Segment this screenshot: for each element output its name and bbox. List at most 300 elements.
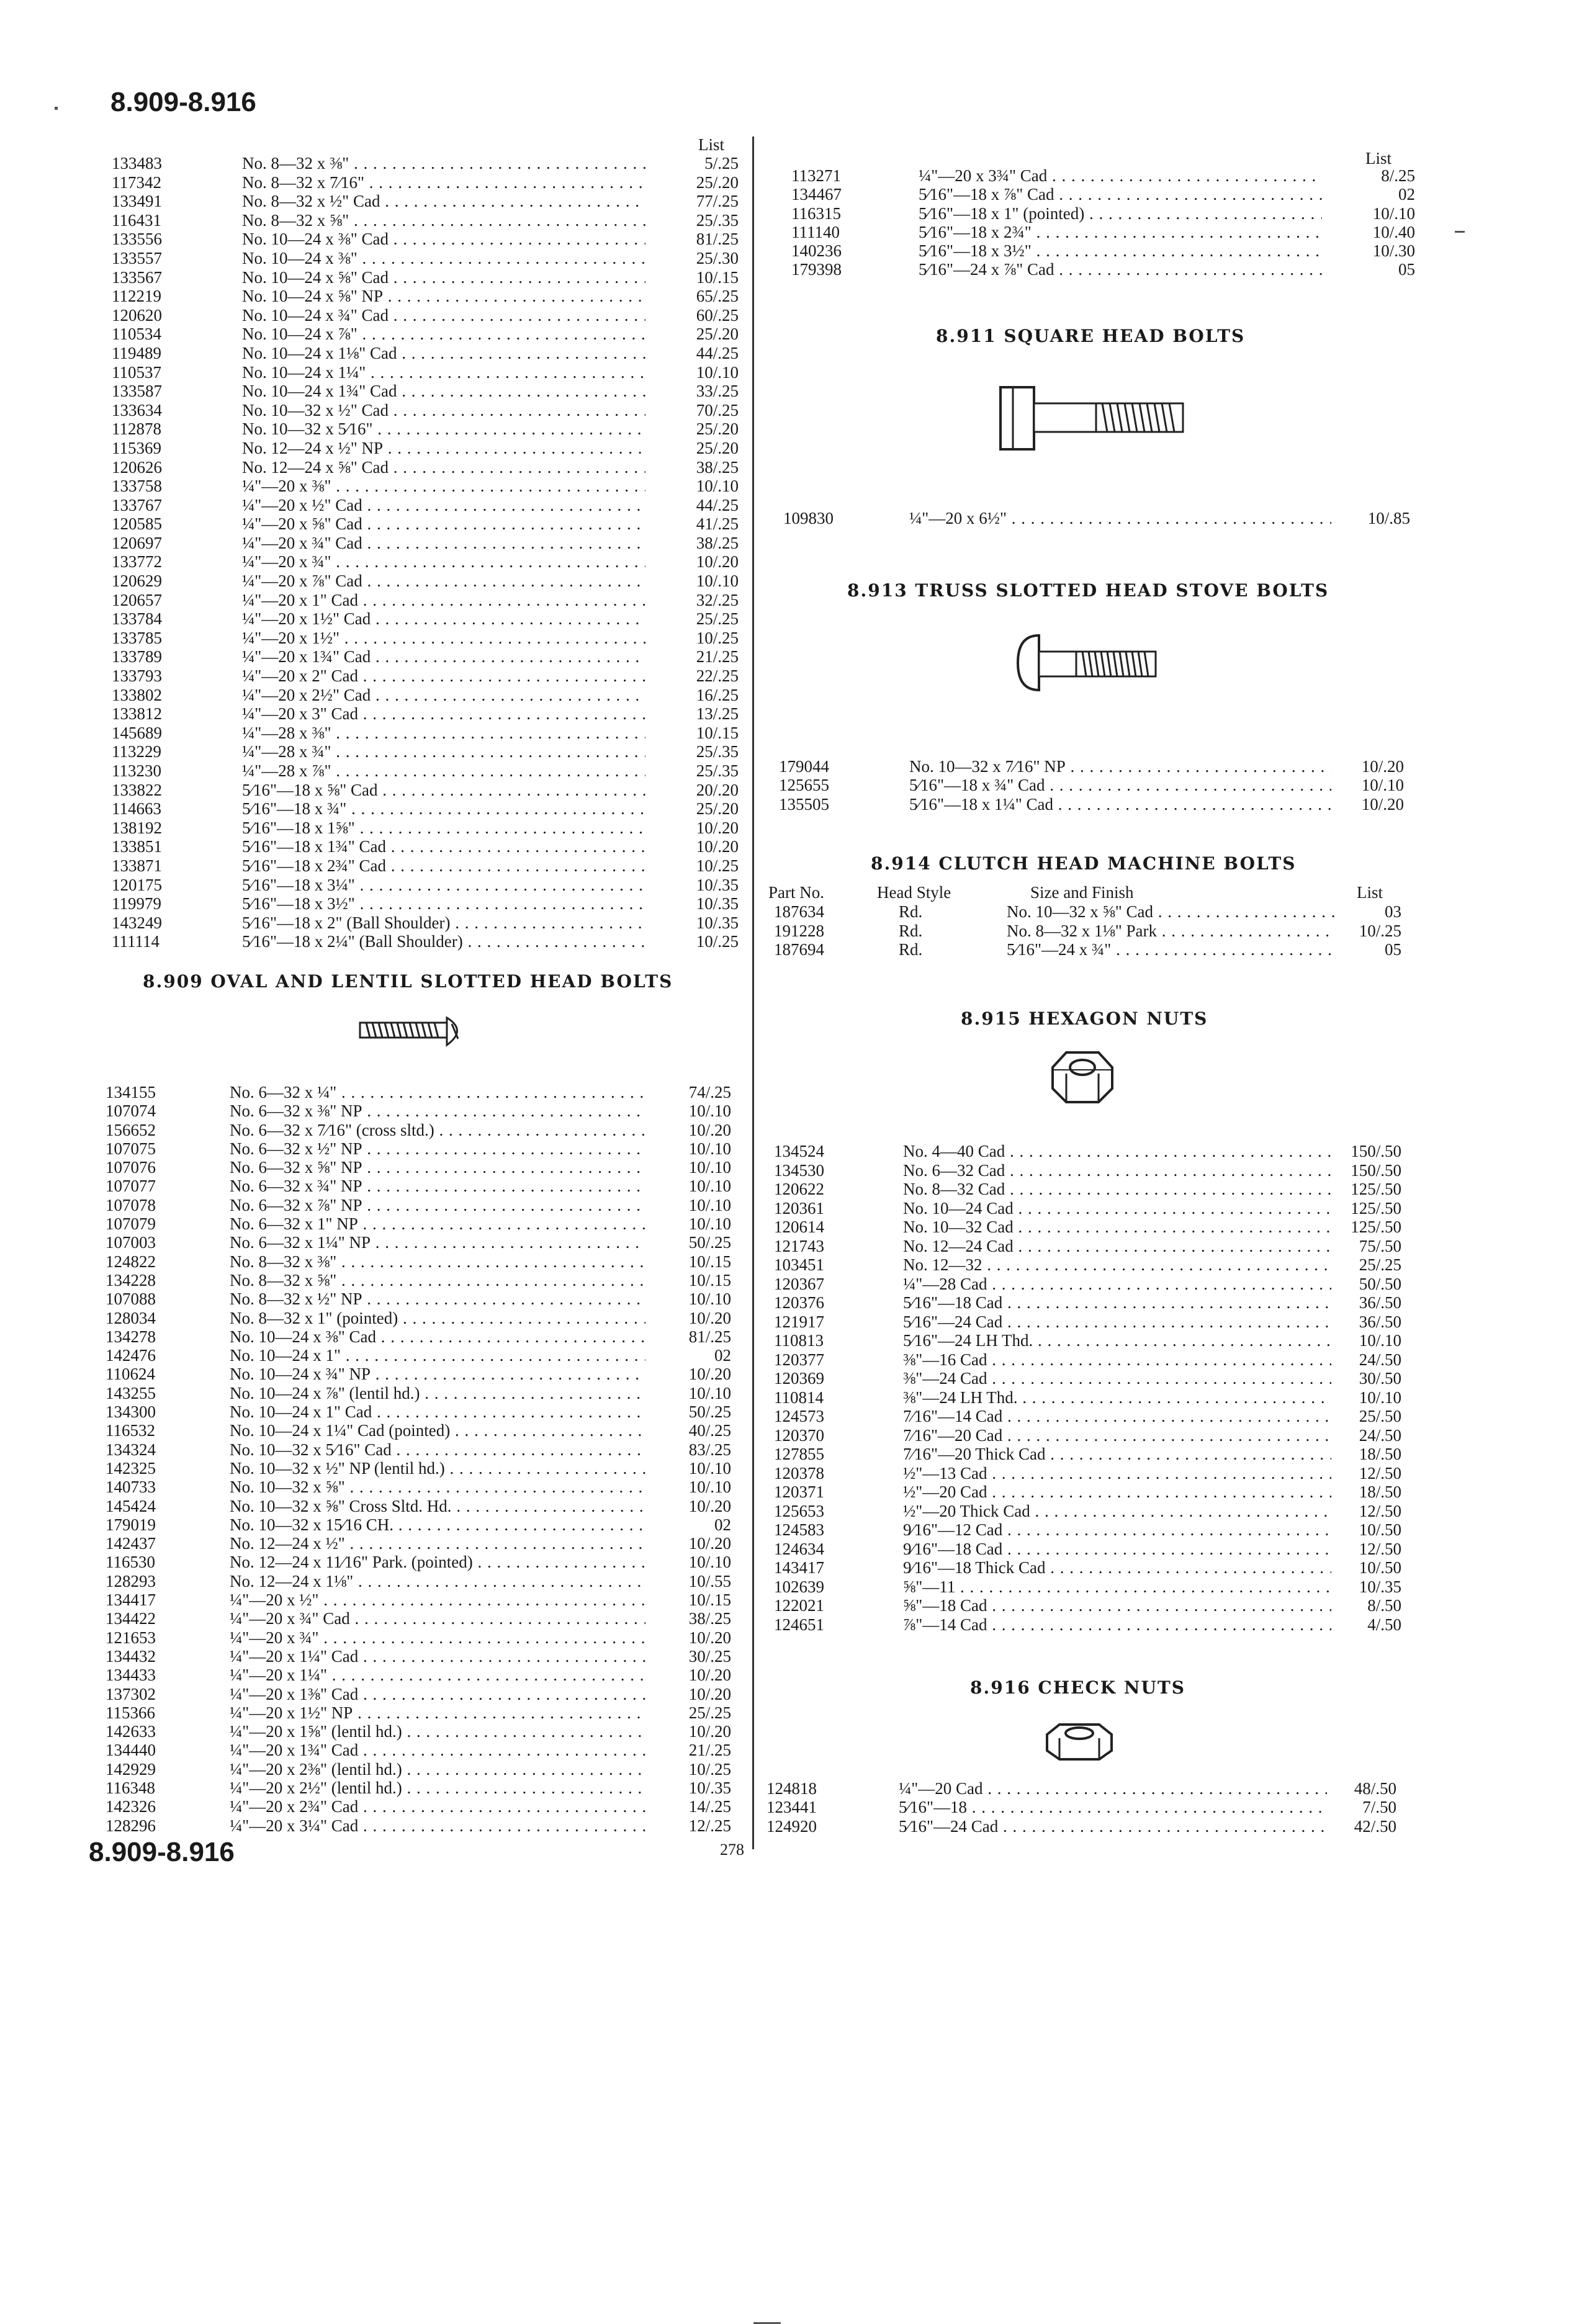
size-description: No. 10—32 x ½" NP (lentil hd.) . . . <box>230 1459 645 1478</box>
list-price: 42/.50 <box>1354 1816 1396 1836</box>
size-description: ¼"—20 x 6½" . . . <box>909 509 1331 528</box>
size-description: No. 12—24 x ½" . . . <box>230 1534 645 1553</box>
list-item <box>0 363 745 382</box>
list-item <box>0 1350 1490 1370</box>
part-number: 120361 <box>774 1198 824 1218</box>
part-number: 133851 <box>112 837 162 856</box>
size-description: 5⁄16"—18 x 1¼" Cad . . . <box>909 795 1331 814</box>
clutch-head-bolt-list <box>0 902 1490 959</box>
size-description: No. 8—32 x ½" Cad . . . <box>242 192 645 211</box>
size-description: No. 6—32 x ⅝" NP . . . <box>230 1158 645 1177</box>
part-number: 133634 <box>112 400 162 419</box>
size-description: No. 10—32 x ⅝" Cross Sltd. Hd. . . . <box>230 1497 645 1516</box>
size-description: 5⁄16"—18 x 1¾" Cad . . . <box>242 837 645 856</box>
part-number: 134155 <box>106 1083 156 1101</box>
list-item <box>0 591 745 610</box>
part-number: 120585 <box>112 514 162 534</box>
list-price: 25/.20 <box>696 325 739 344</box>
list-item <box>0 1101 745 1120</box>
list-price: 44/.25 <box>696 343 739 362</box>
column-size-finish: Size and Finish <box>1030 883 1134 902</box>
list-price: 74/.25 <box>688 1083 731 1101</box>
part-number: 107003 <box>106 1233 156 1252</box>
list-price: 10/.25 <box>696 932 739 951</box>
list-price: 25/.20 <box>696 438 739 457</box>
list-price: 25/.25 <box>696 609 739 629</box>
list-price: 10/.20 <box>1361 757 1404 776</box>
list-item <box>0 1426 1490 1445</box>
size-description: No. 10—32 x 15⁄16 CH. . . . <box>230 1515 645 1535</box>
list-price: 25/.25 <box>688 1703 731 1722</box>
list-item <box>0 1520 1490 1540</box>
part-number: 142325 <box>106 1458 156 1478</box>
part-number: 121653 <box>106 1628 156 1647</box>
part-number: 107079 <box>106 1214 156 1234</box>
size-description: No. 8—32 x ⅜" . . . <box>242 154 645 173</box>
part-number: 120376 <box>774 1293 824 1312</box>
list-price: 10/.10 <box>688 1139 731 1158</box>
size-description: No. 12—24 Cad . . . <box>903 1237 1331 1256</box>
size-description: ¼"—20 x 1¼" . . . <box>230 1666 645 1685</box>
size-description: No. 10—24 x ¾" NP . . . <box>230 1365 645 1384</box>
part-number: 124920 <box>767 1816 817 1836</box>
list-item <box>0 902 1490 922</box>
list-price: 50/.25 <box>688 1233 731 1252</box>
part-number: 133557 <box>112 248 162 267</box>
size-description: 5⁄16"—18 . . . <box>899 1798 1327 1817</box>
size-description: No. 10—24 x ⅜" Cad . . . <box>230 1327 645 1347</box>
part-number: 124634 <box>774 1539 824 1558</box>
part-number: 133567 <box>112 267 162 287</box>
size-description: ¼"—20 x 1⅝" (lentil hd.) . . . <box>230 1722 645 1741</box>
size-description: No. 10—24 x ⅜" Cad . . . <box>242 230 645 249</box>
list-item <box>0 1255 1490 1275</box>
list-item <box>0 552 745 572</box>
column-part-no: Part No. <box>768 883 824 902</box>
size-description: 5⁄16"—18 x 3¼" . . . <box>242 876 645 895</box>
list-item <box>0 629 745 648</box>
list-price: 38/.25 <box>696 457 739 477</box>
list-item <box>0 819 745 838</box>
list-price: 10/.15 <box>688 1252 731 1271</box>
size-description: ⅝"—11 . . . <box>903 1577 1331 1597</box>
list-item <box>0 1237 1490 1256</box>
part-number: 110624 <box>106 1365 155 1384</box>
size-description: ¼"—20 x 1½" NP . . . <box>230 1703 645 1723</box>
list-header-right: List <box>1365 149 1392 168</box>
list-price: 10/.10 <box>688 1195 731 1214</box>
list-item <box>0 1615 1490 1635</box>
list-price: 60/.25 <box>696 305 739 325</box>
list-price: 10/.40 <box>1372 222 1415 241</box>
size-description: ½"—20 Cad . . . <box>903 1483 1331 1502</box>
size-description: No. 6—32 x ⅜" NP . . . <box>230 1101 645 1121</box>
size-description: 9⁄16"—18 Cad . . . <box>903 1540 1331 1559</box>
list-price: 44/.25 <box>696 495 739 514</box>
list-item <box>0 204 1490 223</box>
part-number: 137302 <box>106 1684 156 1703</box>
size-description: ¼"—20 x ¾" Cad . . . <box>242 534 645 553</box>
list-price: 30/.25 <box>688 1646 731 1666</box>
size-description: 5⁄16"—18 Cad . . . <box>903 1293 1331 1312</box>
part-number: 133789 <box>112 647 162 666</box>
list-price: 10/.20 <box>696 818 739 837</box>
list-price: 33/.25 <box>696 382 739 401</box>
size-description: No. 6—32 x ¾" NP . . . <box>230 1177 645 1196</box>
list-item <box>0 287 745 306</box>
size-description: No. 10—32 x ⅝" . . . <box>230 1478 645 1497</box>
size-description: No. 10—24 x 1¼" . . . <box>242 363 645 382</box>
list-item <box>0 1218 1490 1237</box>
list-price: 10/.10 <box>1359 1388 1401 1407</box>
part-number: 143255 <box>106 1383 156 1402</box>
size-description: No. 10—24 x 1⅛" Cad . . . <box>242 344 645 363</box>
hexagon-nut-image <box>1050 1049 1115 1105</box>
list-item <box>0 795 1490 814</box>
part-number: 142326 <box>106 1797 156 1816</box>
size-description: ¼"—20 x 3¾" Cad . . . <box>919 166 1322 186</box>
part-number: 179044 <box>779 757 829 776</box>
part-number: 140236 <box>791 241 842 261</box>
list-price: 10/.15 <box>688 1270 731 1290</box>
part-number: 134417 <box>106 1590 156 1610</box>
size-description: ¼"—20 x 1⅜" Cad . . . <box>230 1685 645 1704</box>
part-number: 120657 <box>112 590 162 609</box>
list-price: 50/.25 <box>688 1402 731 1422</box>
head-style: Rd. <box>899 940 923 959</box>
size-description: No. 6—32 x 1¼" NP . . . <box>230 1233 645 1252</box>
size-description: ½"—13 Cad . . . <box>903 1464 1331 1483</box>
size-description: No. 6—32 x 7⁄16" (cross sltd.) . . . <box>230 1121 645 1140</box>
list-item <box>0 223 1490 241</box>
part-number: 133802 <box>112 685 162 704</box>
list-price: 10/.55 <box>688 1571 731 1590</box>
list-price: 38/.25 <box>696 533 739 552</box>
list-price: 36/.50 <box>1359 1293 1401 1312</box>
size-description: 5⁄16"—18 x ⅞" Cad . . . <box>919 185 1322 204</box>
part-number: 134300 <box>106 1402 156 1422</box>
list-price: 10/.20 <box>688 1120 731 1139</box>
part-number: 120629 <box>112 572 162 591</box>
size-description: No. 12—24 x 1⅛" . . . <box>230 1572 645 1591</box>
part-number: 103451 <box>774 1255 824 1274</box>
list-item <box>0 1596 1490 1615</box>
size-description: ¼"—20 x 2⅜" (lentil hd.) . . . <box>230 1760 645 1779</box>
list-item <box>0 344 745 363</box>
truss-head-bolt-image <box>1017 632 1159 694</box>
list-price: 125/.50 <box>1351 1198 1401 1218</box>
list-price: 10/.25 <box>1359 921 1401 940</box>
list-price: 24/.50 <box>1359 1350 1401 1369</box>
truss-head-bolt-list <box>0 757 1490 814</box>
size-description: ¼"—20 x ¾" . . . <box>242 552 645 572</box>
part-number: 133767 <box>112 495 162 514</box>
list-item <box>0 1558 1490 1577</box>
size-description: No. 10—24 x ⅞" . . . <box>242 325 645 344</box>
oval-head-bolt-image <box>359 1012 470 1051</box>
size-description: No. 10—24 x 1¾" Cad . . . <box>242 382 645 401</box>
list-price: 77/.25 <box>696 192 739 211</box>
head-style: Rd. <box>899 902 923 921</box>
list-price: 10/.10 <box>1372 204 1415 223</box>
list-price: 10/.10 <box>688 1458 731 1478</box>
list-item <box>0 1445 1490 1464</box>
part-number: 133822 <box>112 780 162 799</box>
list-item <box>0 686 745 705</box>
list-price: 12/.50 <box>1359 1539 1401 1558</box>
list-price: 10/.10 <box>688 1478 731 1497</box>
list-price: 10/.85 <box>1367 509 1410 527</box>
list-price: 18/.50 <box>1359 1483 1401 1501</box>
size-description: ¼"—20 x ¾" . . . <box>230 1628 645 1648</box>
size-description: 5⁄16"—18 x ¾" Cad . . . <box>909 776 1331 795</box>
size-description: No. 10—24 x 1" . . . <box>230 1346 645 1365</box>
list-price: 40/.25 <box>688 1421 731 1440</box>
list-price: 25/.20 <box>696 419 739 439</box>
part-number: 124822 <box>106 1252 156 1271</box>
list-item <box>0 1199 1490 1218</box>
part-number: 111114 <box>112 932 160 951</box>
list-item <box>0 439 745 458</box>
list-price: 10/.20 <box>688 1308 731 1327</box>
list-item <box>0 1722 745 1741</box>
part-number: 117342 <box>112 173 161 192</box>
part-number: 116431 <box>112 210 161 230</box>
page-header: 8.909-8.916 <box>110 87 256 117</box>
size-description: No. 4—40 Cad . . . <box>903 1142 1331 1161</box>
size-description: ¼"—20 x ⅞" Cad . . . <box>242 572 645 591</box>
list-item <box>0 1293 1490 1312</box>
list-item <box>0 1741 745 1759</box>
list-price: 25/.35 <box>696 210 739 230</box>
part-number: 134324 <box>106 1440 156 1459</box>
list-price: 22/.25 <box>696 666 739 686</box>
part-number: 119489 <box>112 343 161 362</box>
part-number: 124818 <box>767 1779 817 1798</box>
list-item <box>0 382 745 401</box>
size-description: ¼"—20 x 2½" (lentil hd.) . . . <box>230 1779 645 1798</box>
size-description: No. 12—24 x ⅝" Cad . . . <box>242 458 645 477</box>
part-number: 133772 <box>112 552 162 572</box>
part-number: 107076 <box>106 1158 156 1177</box>
part-number: 120697 <box>112 533 162 552</box>
size-description: ¼"—20 x 1¾" Cad . . . <box>242 647 645 666</box>
margin-mark <box>55 107 58 110</box>
list-item <box>0 940 1490 959</box>
size-description: No. 8—32 x ⅜" . . . <box>230 1252 645 1272</box>
list-item <box>0 419 745 439</box>
list-header-left: List <box>698 135 725 154</box>
list-item <box>0 776 1490 794</box>
part-number: 116530 <box>106 1553 155 1572</box>
size-description: ¼"—20 x ⅜" . . . <box>242 477 645 496</box>
list-price: 10/.50 <box>1359 1520 1401 1539</box>
list-item <box>0 325 745 344</box>
part-number: 124573 <box>774 1407 824 1425</box>
list-price: 83/.25 <box>688 1440 731 1459</box>
part-number: 142437 <box>106 1534 156 1553</box>
part-number: 125655 <box>779 776 829 795</box>
list-price: 10/.20 <box>688 1534 731 1553</box>
part-number: 140733 <box>106 1478 156 1497</box>
list-item <box>0 1540 1490 1559</box>
check-nut-list <box>0 1779 1490 1836</box>
part-number: 133871 <box>112 856 162 875</box>
part-number: 120377 <box>774 1350 824 1369</box>
list-price: 10/.10 <box>688 1158 731 1177</box>
part-number: 134524 <box>774 1142 824 1160</box>
size-description: No. 10—24 x 1" Cad . . . <box>230 1402 645 1422</box>
list-price: 10/.20 <box>688 1496 731 1515</box>
part-number: 116348 <box>106 1778 155 1797</box>
list-price: 10/.20 <box>688 1722 731 1741</box>
part-number: 110813 <box>774 1331 824 1350</box>
part-number: 134467 <box>791 185 842 204</box>
list-price: 10/.20 <box>696 837 739 856</box>
page-footer: 8.909-8.916 <box>89 1837 235 1867</box>
size-description: ¼"—20 x 2" Cad . . . <box>242 666 645 686</box>
size-description: No. 8—32 x ½" NP . . . <box>230 1290 645 1309</box>
size-description: No. 6—32 Cad . . . <box>903 1161 1331 1180</box>
size-description: No. 6—32 x ¼" . . . <box>230 1083 645 1102</box>
list-price: 81/.25 <box>696 230 739 249</box>
list-item <box>0 1779 1490 1798</box>
part-number: 143249 <box>112 913 162 932</box>
part-number: 134530 <box>774 1160 824 1180</box>
list-item <box>0 1369 1490 1388</box>
part-number: 112878 <box>112 419 161 439</box>
list-price: 10/.20 <box>688 1666 731 1685</box>
list-price: 32/.25 <box>696 590 739 609</box>
part-number: 114663 <box>112 799 161 819</box>
size-description: ¼"—20 x 1½" Cad . . . <box>242 609 645 629</box>
size-description: ¼"—20 x 2¾" Cad . . . <box>230 1797 645 1816</box>
list-price: 12/.25 <box>688 1816 731 1835</box>
list-price: 10/.10 <box>696 572 739 591</box>
list-price: 10/.25 <box>688 1759 731 1779</box>
size-description: 5⁄16"—18 x 2" (Ball Shoulder) . . . <box>242 913 645 933</box>
part-number: 142929 <box>106 1759 156 1779</box>
part-number: 135505 <box>779 794 829 814</box>
list-price: 10/.10 <box>688 1383 731 1402</box>
list-price: 10/.20 <box>688 1365 731 1384</box>
list-item <box>0 1502 1490 1521</box>
part-number: 121743 <box>774 1236 824 1255</box>
size-description: No. 10—32 x ⅝" Cad . . . <box>1007 902 1336 922</box>
part-number: 138192 <box>112 818 162 837</box>
list-price: 10/.20 <box>1361 794 1404 814</box>
part-number: 134278 <box>106 1327 156 1346</box>
list-price: 70/.25 <box>696 400 739 419</box>
part-number: 128293 <box>106 1571 156 1590</box>
list-price: 10/.35 <box>696 875 739 894</box>
part-number: 102639 <box>774 1577 824 1596</box>
list-price: 65/.25 <box>696 287 739 306</box>
size-description: ⅜"—24 LH Thd. . . . <box>903 1388 1331 1407</box>
list-price: 150/.50 <box>1351 1142 1401 1160</box>
part-number: 110537 <box>112 362 161 382</box>
list-item <box>0 837 745 856</box>
part-number: 134433 <box>106 1666 156 1685</box>
list-item <box>0 1703 745 1722</box>
size-description: 5⁄16"—18 x ¾" . . . <box>242 799 645 819</box>
size-description: No. 10—32 x 5⁄16" Cad . . . <box>230 1440 645 1460</box>
size-description: 5⁄16"—18 x 3½" . . . <box>919 241 1322 261</box>
size-description: ¼"—28 x ¾" . . . <box>242 742 645 761</box>
part-number: 133784 <box>112 609 162 629</box>
list-item <box>0 1760 745 1779</box>
list-price: 8/.25 <box>1381 166 1415 185</box>
list-price: 14/.25 <box>688 1797 731 1816</box>
size-description: No. 6—32 x ½" NP . . . <box>230 1139 645 1159</box>
size-description: ¼"—20 Cad . . . <box>899 1779 1327 1798</box>
list-price: 25/.50 <box>1359 1407 1401 1425</box>
square-head-bolt-image <box>999 385 1185 453</box>
part-number: 111140 <box>791 222 840 241</box>
section-heading-8-911: 8.911 SQUARE HEAD BOLTS <box>936 326 1246 346</box>
part-number: 142633 <box>106 1722 156 1741</box>
list-price: 16/.25 <box>696 685 739 704</box>
size-description: ½"—20 Thick Cad . . . <box>903 1502 1331 1521</box>
list-item <box>0 856 745 876</box>
part-number: 133483 <box>112 154 162 173</box>
list-price: 21/.25 <box>696 647 739 666</box>
part-number: 133812 <box>112 704 162 724</box>
size-description: ¼"—28 x ⅞" . . . <box>242 761 645 781</box>
list-price: 5/.25 <box>704 154 739 173</box>
part-number: 133793 <box>112 666 162 686</box>
section-heading-8-909: 8.909 OVAL AND LENTIL SLOTTED HEAD BOLTS <box>143 971 673 992</box>
part-number: 115366 <box>106 1703 155 1722</box>
head-style: Rd. <box>899 921 923 940</box>
size-description: No. 10—32 Cad . . . <box>903 1218 1331 1237</box>
size-description: ¼"—20 x ½" Cad . . . <box>242 496 645 515</box>
list-item <box>0 185 1490 204</box>
size-description: 7⁄16"—20 Thick Cad . . . <box>903 1445 1331 1464</box>
list-price: 03 <box>1385 902 1401 921</box>
size-description: No. 10—24 x ⅞" (lentil hd.) . . . <box>230 1384 645 1403</box>
part-number: 107088 <box>106 1290 156 1309</box>
list-price: 50/.50 <box>1359 1274 1401 1293</box>
part-number: 145424 <box>106 1496 156 1515</box>
part-number: 107078 <box>106 1195 156 1214</box>
size-description: 9⁄16"—18 Thick Cad . . . <box>903 1558 1331 1577</box>
list-price: 25/.20 <box>696 799 739 819</box>
part-number: 107077 <box>106 1177 156 1196</box>
size-description: 5⁄16"—18 x 3½" . . . <box>242 894 645 913</box>
list-price: 25/.35 <box>696 761 739 780</box>
list-price: 20/.20 <box>696 780 739 799</box>
size-description: ¼"—20 x ¾" Cad . . . <box>230 1609 645 1628</box>
list-price: 30/.50 <box>1359 1369 1401 1388</box>
list-price: 10/.20 <box>688 1684 731 1703</box>
list-item <box>0 401 745 420</box>
list-price: 10/.10 <box>688 1214 731 1234</box>
part-number: 134422 <box>106 1609 156 1628</box>
part-number: 120378 <box>774 1463 824 1483</box>
page-number: 278 <box>720 1841 744 1859</box>
list-price: 25/.35 <box>696 742 739 761</box>
list-price: 10/.10 <box>1361 776 1404 795</box>
part-number: 113230 <box>112 761 161 780</box>
size-description: 5⁄16"—24 Cad . . . <box>903 1312 1331 1332</box>
size-description: 9⁄16"—12 Cad . . . <box>903 1520 1331 1540</box>
size-description: ¼"—20 x 1¼" Cad . . . <box>230 1647 645 1666</box>
list-item <box>0 241 1490 260</box>
part-number: 179398 <box>791 260 842 279</box>
size-description: No. 12—32 . . . <box>903 1255 1331 1275</box>
list-price: 02 <box>714 1515 731 1534</box>
